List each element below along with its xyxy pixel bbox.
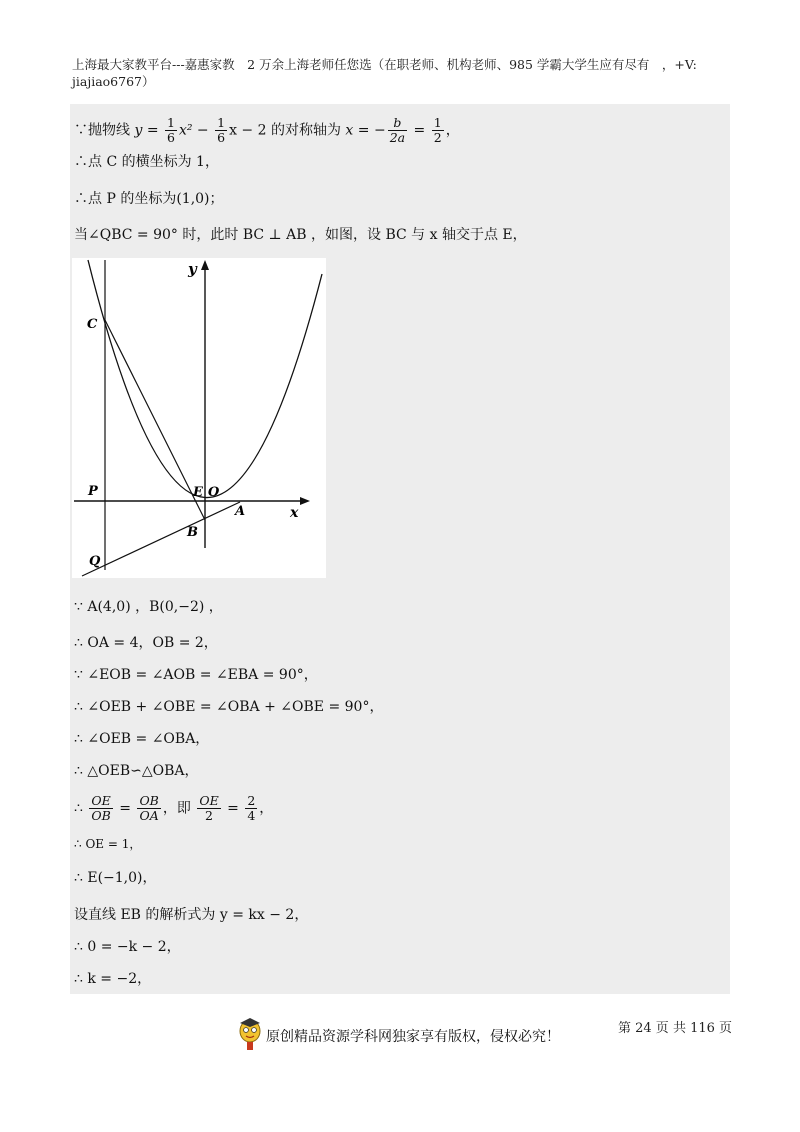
text-line-3: ∴点 P 的坐标为(1,0)； xyxy=(74,191,224,207)
label-a: A xyxy=(235,504,246,519)
label-c: C xyxy=(87,317,98,332)
copyright-text: 原创精品资源学科网独家享有版权，侵权必究！ xyxy=(266,1029,560,1045)
fraction: $\frac{OB}{OA}$ xyxy=(139,793,159,823)
line-qa xyxy=(82,502,240,576)
text-line-11: ∴ $\frac{OE}{OB}$ = $\frac{OB}{OA}$ ，即 $\frac{OE}{2}$ = $\frac{2}{4}$ ， xyxy=(74,793,274,823)
fraction: $\frac{b}{2a}$ xyxy=(389,115,406,145)
line-cb xyxy=(105,320,205,520)
label-p: P xyxy=(88,484,98,499)
label-x: x xyxy=(290,505,299,521)
fraction: $\frac{OE}{2}$ xyxy=(199,793,219,823)
fraction: $\frac{OE}{OB}$ xyxy=(91,793,111,823)
text-line-6: ∴ OA = 4，OB = 2， xyxy=(74,635,218,651)
text-line-13: ∴ E(−1,0)， xyxy=(74,870,157,886)
mascot-icon xyxy=(238,1017,262,1055)
text-line-9: ∴ ∠OEB = ∠OBA， xyxy=(74,731,210,747)
x-axis-arrow xyxy=(300,497,310,505)
fraction: $\frac{1}{2}$ xyxy=(433,115,442,145)
figure-svg xyxy=(72,258,326,578)
text-line-15: ∴ 0 = −k − 2， xyxy=(74,939,181,955)
text-line-5: ∵ A(4,0) ，B(0,−2) ， xyxy=(74,599,223,615)
text-line-1: ∵抛物线 y = $\frac{1}{6}$ x² − $\frac{1}{6}$ x − 2 的对称轴为 x = − $\frac{b}{2a}$ = $\frac{1}{2}$ ， xyxy=(74,115,460,145)
label-q: Q xyxy=(89,554,101,569)
text-line-8: ∴ ∠OEB + ∠OBE = ∠OBA + ∠OBE = 90°， xyxy=(74,699,384,715)
fraction: $\frac{1}{6}$ xyxy=(167,115,175,145)
label-o: O xyxy=(208,485,220,500)
fraction: $\frac{1}{6}$ xyxy=(217,115,226,145)
text-line-14: 设直线 EB 的解析式为 y = kx − 2， xyxy=(74,907,309,923)
text-line-12: ∴ OE = 1， xyxy=(74,837,142,851)
label-b: B xyxy=(187,525,198,540)
fraction: $\frac{2}{4}$ xyxy=(247,793,256,823)
page-header xyxy=(72,56,732,90)
text-line-16: ∴ k = −2， xyxy=(74,971,152,987)
text-line-4: 当∠QBC = 90° 时，此时 BC ⊥ AB ，如图，设 BC 与 x 轴交于点 E， xyxy=(74,227,527,243)
solution-block xyxy=(70,104,730,994)
label-e: E xyxy=(193,485,203,500)
page-number: 第 24 页 共 116 页 xyxy=(618,1021,733,1036)
header-line-1: 上海最大家教平台---嘉惠家教 2 万余上海老师任您选（在职老师、机构老师、985 学霸大学生应有尽有 ，+V: xyxy=(72,57,697,72)
text-line-10: ∴ △OEB∽△OBA， xyxy=(74,763,199,779)
parabola-figure xyxy=(72,258,326,578)
text-line-7: ∵ ∠EOB = ∠AOB = ∠EBA = 90°， xyxy=(74,667,318,683)
footer xyxy=(238,1018,560,1054)
y-axis-arrow xyxy=(201,260,209,270)
label-y: y xyxy=(188,260,197,278)
text-line-2: ∴点 C 的横坐标为 1， xyxy=(74,154,219,170)
header-line-2: jiajiao6767） xyxy=(72,74,155,89)
